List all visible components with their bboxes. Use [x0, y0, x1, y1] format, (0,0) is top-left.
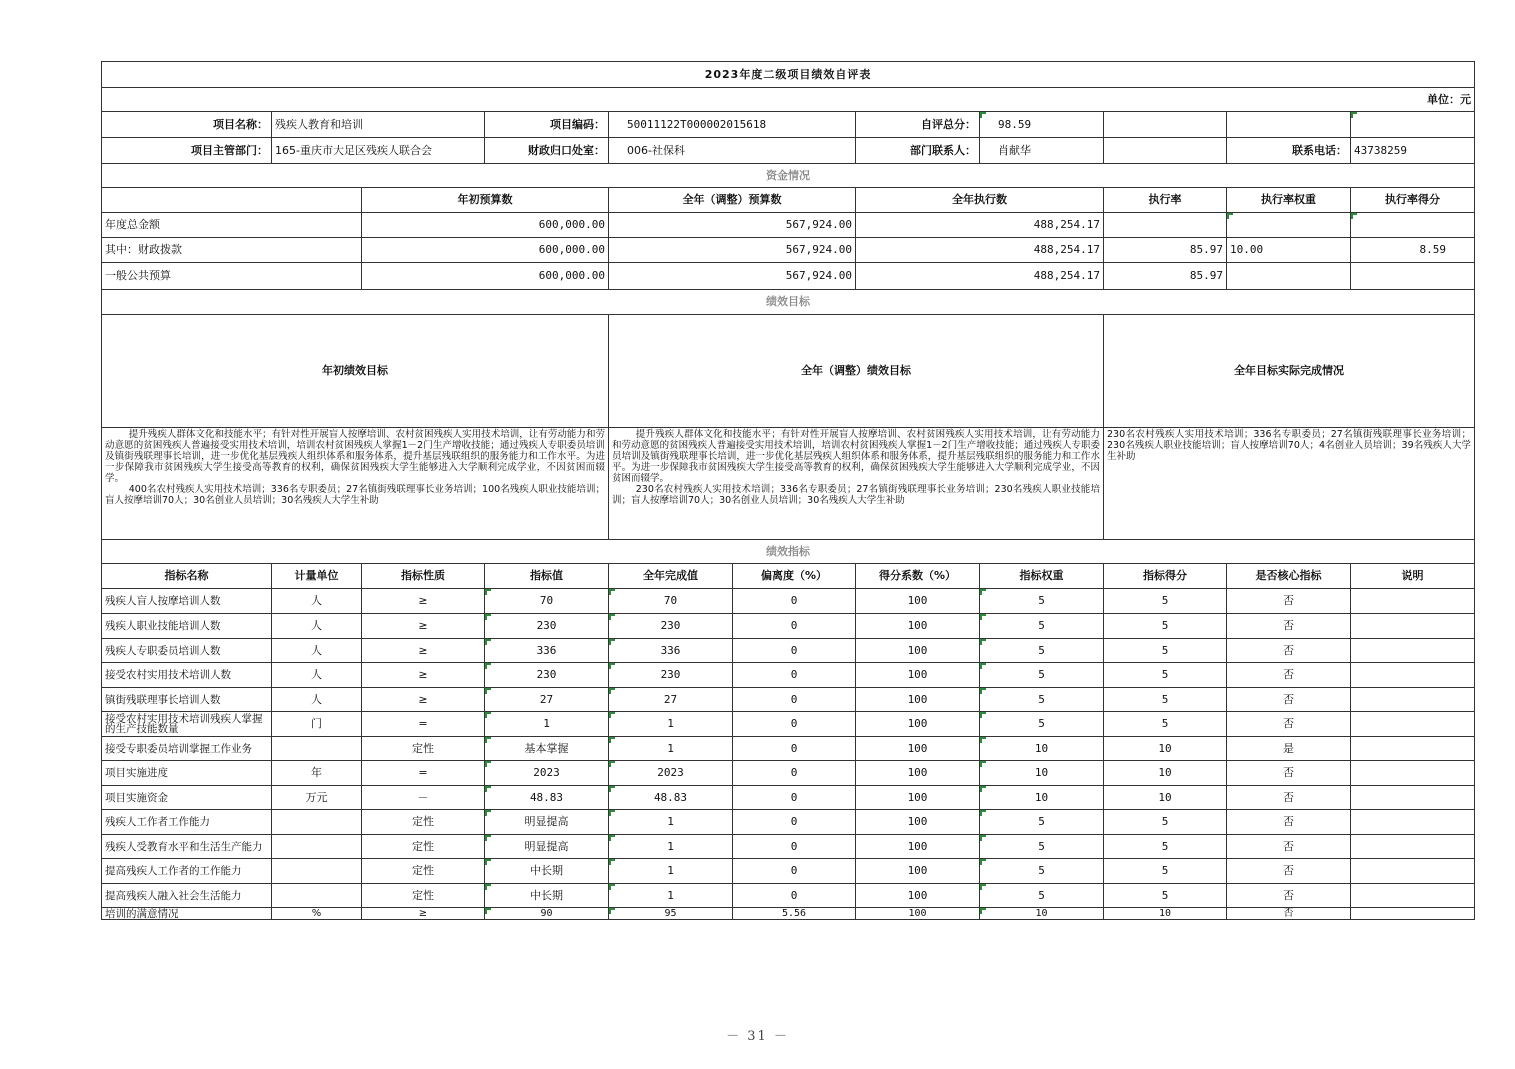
indicator-nature: ≥: [362, 639, 485, 663]
indicator-unit: 人: [272, 589, 362, 614]
indicator-unit: 年: [272, 761, 362, 786]
indicator-target: 基本掌握: [485, 737, 609, 761]
indicator-name: 残疾人职业技能培训人数: [102, 614, 272, 639]
funds-row-name: 年度总金额: [102, 213, 362, 238]
indicator-row: [102, 835, 1475, 859]
indicator-nature: =: [362, 761, 485, 786]
indicator-score: 5: [1104, 835, 1227, 859]
indicator-nature: ≥: [362, 614, 485, 639]
indicator-coefficient: 100: [856, 639, 980, 663]
indicator-note: [1351, 761, 1475, 786]
funds-rate: 85.97: [1104, 263, 1227, 290]
indicator-coefficient: 100: [856, 589, 980, 614]
funds-weight: [1227, 263, 1351, 290]
indicator-unit: 门: [272, 712, 362, 737]
indicator-actual: 1: [609, 712, 733, 737]
project-code: 50011122T000002015618: [609, 112, 856, 138]
indicator-target: 中长期: [485, 859, 609, 884]
indicator-weight: 5: [980, 589, 1104, 614]
indicator-target: 230: [485, 614, 609, 639]
phone-label: 联系电话：: [1227, 138, 1351, 164]
indicator-target: 2023: [485, 761, 609, 786]
col-rate-score: 执行率得分: [1351, 188, 1475, 213]
indicator-name: 接受农村实用技术培训人数: [102, 663, 272, 688]
phone-number: 43738259: [1351, 138, 1475, 164]
indicator-deviation: 0: [733, 712, 856, 737]
indicator-rows: [102, 589, 1475, 920]
indicator-deviation: 0: [733, 639, 856, 663]
col-adjusted-budget: 全年（调整）预算数: [609, 188, 856, 213]
unit-label: 单位：元: [102, 88, 1475, 112]
indicator-weight: 5: [980, 810, 1104, 835]
indicator-coefficient: 100: [856, 761, 980, 786]
indicator-core: 否: [1227, 859, 1351, 884]
col-executed: 全年执行数: [856, 188, 1104, 213]
indicator-score: 10: [1104, 737, 1227, 761]
col-target: 指标值: [485, 564, 609, 589]
indicator-deviation: 0: [733, 786, 856, 810]
indicator-unit: [272, 859, 362, 884]
funds-score: 8.59: [1351, 238, 1475, 263]
indicator-deviation: 5.56: [733, 908, 856, 920]
indicator-row: [102, 712, 1475, 737]
indicator-target: 230: [485, 663, 609, 688]
indicator-nature: ≥: [362, 663, 485, 688]
indicator-row: [102, 688, 1475, 712]
col-initial-budget: 年初预算数: [362, 188, 609, 213]
indicator-score: 5: [1104, 859, 1227, 884]
indicator-deviation: 0: [733, 884, 856, 908]
indicator-core: 否: [1227, 712, 1351, 737]
indicator-name: 接受农村实用技术培训残疾人掌握的生产技能数量: [102, 712, 272, 737]
indicator-row: [102, 884, 1475, 908]
indicator-coefficient: 100: [856, 810, 980, 835]
funds-adjusted: 567,924.00: [609, 238, 856, 263]
indicator-name: 项目实施进度: [102, 761, 272, 786]
indicator-nature: ≥: [362, 589, 485, 614]
indicator-unit: 人: [272, 639, 362, 663]
indicator-nature: =: [362, 712, 485, 737]
evaluation-sheet: [101, 61, 1474, 920]
indicator-weight: 10: [980, 737, 1104, 761]
indicator-coefficient: 100: [856, 786, 980, 810]
indicator-deviation: 0: [733, 688, 856, 712]
indicator-actual: 1: [609, 884, 733, 908]
goals-section-title: 绩效目标: [102, 290, 1475, 315]
indicator-score: 5: [1104, 688, 1227, 712]
indicator-actual: 70: [609, 589, 733, 614]
indicator-deviation: 0: [733, 835, 856, 859]
indicator-deviation: 0: [733, 589, 856, 614]
indicator-target: 1: [485, 712, 609, 737]
indicator-name: 提高残疾人工作者的工作能力: [102, 859, 272, 884]
indicator-core: 否: [1227, 835, 1351, 859]
indicator-core: 否: [1227, 589, 1351, 614]
empty-cell: [1227, 112, 1351, 138]
indicator-nature: 定性: [362, 835, 485, 859]
indicator-score: 5: [1104, 712, 1227, 737]
indicator-name: 项目实施资金: [102, 786, 272, 810]
indicator-coefficient: 100: [856, 712, 980, 737]
indicator-score: 5: [1104, 614, 1227, 639]
col-unit: 计量单位: [272, 564, 362, 589]
dept-name: 165-重庆市大足区残疾人联合会: [272, 138, 485, 164]
indicator-name: 残疾人工作者工作能力: [102, 810, 272, 835]
indicator-weight: 5: [980, 663, 1104, 688]
funds-row: [102, 263, 1475, 290]
empty-cell: [1104, 138, 1227, 164]
col-exec-rate: 执行率: [1104, 188, 1227, 213]
indicator-weight: 5: [980, 884, 1104, 908]
initial-goal-text: [102, 428, 609, 540]
indicator-score: 5: [1104, 589, 1227, 614]
indicator-name: 残疾人专职委员培训人数: [102, 639, 272, 663]
indicator-note: [1351, 639, 1475, 663]
indicator-weight: 5: [980, 859, 1104, 884]
indicator-core: 否: [1227, 639, 1351, 663]
initial-goal-p2: 400名农村残疾人实用技术培训；336名专职委员；27名镇街残联理事长业务培训；100名残疾人职业技能培训；盲人按摩培训70人；30名创业人员培训；30名残疾人大学生补助: [105, 484, 605, 506]
indicator-weight: 5: [980, 639, 1104, 663]
indicator-name: 提高残疾人融入社会生活能力: [102, 884, 272, 908]
funds-executed: 488,254.17: [856, 213, 1104, 238]
indicator-target: 明显提高: [485, 835, 609, 859]
indicator-row: [102, 639, 1475, 663]
page-title: 2023年度二级项目绩效自评表: [102, 62, 1475, 88]
indicator-target: 明显提高: [485, 810, 609, 835]
col-weight: 指标权重: [980, 564, 1104, 589]
funds-rate: [1104, 213, 1227, 238]
project-name-label: 项目名称：: [102, 112, 272, 138]
indicator-row: [102, 737, 1475, 761]
indicator-row: [102, 859, 1475, 884]
indicator-deviation: 0: [733, 737, 856, 761]
indicator-target: 48.83: [485, 786, 609, 810]
indicator-coefficient: 100: [856, 908, 980, 920]
indicator-unit: 人: [272, 614, 362, 639]
funds-adjusted: 567,924.00: [609, 213, 856, 238]
indicator-coefficient: 100: [856, 835, 980, 859]
indicator-unit: [272, 884, 362, 908]
indicator-target: 中长期: [485, 884, 609, 908]
indicator-nature: ≥: [362, 688, 485, 712]
indicator-core: 否: [1227, 688, 1351, 712]
funds-initial: 600,000.00: [362, 263, 609, 290]
indicator-core: 否: [1227, 614, 1351, 639]
indicator-nature: －: [362, 786, 485, 810]
indicator-row: [102, 786, 1475, 810]
indicator-core: 否: [1227, 884, 1351, 908]
indicator-note: [1351, 712, 1475, 737]
indicator-note: [1351, 884, 1475, 908]
indicator-deviation: 0: [733, 761, 856, 786]
indicator-name: 镇街残联理事长培训人数: [102, 688, 272, 712]
indicator-unit: [272, 810, 362, 835]
indicator-actual: 1: [609, 859, 733, 884]
col-indicator-name: 指标名称: [102, 564, 272, 589]
indicators-section-title: 绩效指标: [102, 540, 1475, 564]
project-code-label: 项目编码：: [485, 112, 609, 138]
finance-office-label: 财政归口处室：: [485, 138, 609, 164]
indicator-core: 否: [1227, 786, 1351, 810]
indicator-coefficient: 100: [856, 663, 980, 688]
indicator-coefficient: 100: [856, 859, 980, 884]
indicator-unit: [272, 737, 362, 761]
indicator-unit: 人: [272, 688, 362, 712]
indicator-note: [1351, 688, 1475, 712]
indicator-note: [1351, 786, 1475, 810]
indicator-note: [1351, 908, 1475, 920]
indicator-actual: 1: [609, 810, 733, 835]
funds-initial: 600,000.00: [362, 238, 609, 263]
indicator-row: [102, 663, 1475, 688]
indicator-score: 10: [1104, 908, 1227, 920]
indicator-coefficient: 100: [856, 688, 980, 712]
indicator-row: [102, 810, 1475, 835]
indicator-nature: 定性: [362, 884, 485, 908]
funds-row: [102, 213, 1475, 238]
indicator-actual: 1: [609, 835, 733, 859]
indicator-name: 培训的满意情况: [102, 908, 272, 920]
col-rate-weight: 执行率权重: [1227, 188, 1351, 213]
indicator-note: [1351, 737, 1475, 761]
indicator-unit: [272, 835, 362, 859]
funds-score: [1351, 213, 1475, 238]
indicator-nature: ≥: [362, 908, 485, 920]
funds-weight: [1227, 213, 1351, 238]
indicator-core: 否: [1227, 663, 1351, 688]
initial-goal-p1: 提升残疾人群体文化和技能水平；有针对性开展盲人按摩培训、农村贫困残疾人实用技术培训，让有劳动能力和劳动意愿的贫困残疾人普遍接受实用技术培训，培训农村贫困残疾人掌握1－2门生产增收技能；通过残疾人专职委员培训及镇街残联理事长培训，进一步优化基层残疾人组织体系和服务体系，提升基层残联组织的服务能力和工作水平。为进一步保障我市贫困残疾大学生接受高等教育的权利，确保贫困残疾大学生能够进入大学顺利完成学业，不因贫困而辍学。: [105, 429, 605, 484]
indicator-coefficient: 100: [856, 884, 980, 908]
indicator-note: [1351, 810, 1475, 835]
indicator-name: 残疾人盲人按摩培训人数: [102, 589, 272, 614]
funds-weight: 10.00: [1227, 238, 1351, 263]
contact-label: 部门联系人：: [856, 138, 980, 164]
indicator-score: 10: [1104, 761, 1227, 786]
funds-row: [102, 238, 1475, 263]
funds-rate: 85.97: [1104, 238, 1227, 263]
funds-executed: 488,254.17: [856, 263, 1104, 290]
col-core: 是否核心指标: [1227, 564, 1351, 589]
indicator-deviation: 0: [733, 859, 856, 884]
indicator-target: 336: [485, 639, 609, 663]
indicator-name: 接受专职委员培训掌握工作业务: [102, 737, 272, 761]
funds-row-name: 其中：财政拨款: [102, 238, 362, 263]
indicator-deviation: 0: [733, 614, 856, 639]
indicator-actual: 336: [609, 639, 733, 663]
indicator-weight: 10: [980, 786, 1104, 810]
page-number: － 31 －: [726, 1029, 789, 1044]
self-score-label: 自评总分：: [856, 112, 980, 138]
col-actual-completion: 全年目标实际完成情况: [1104, 315, 1475, 428]
dept-label: 项目主管部门：: [102, 138, 272, 164]
indicator-score: 5: [1104, 884, 1227, 908]
indicator-row: [102, 908, 1475, 920]
indicator-core: 是: [1227, 737, 1351, 761]
indicator-actual: 1: [609, 737, 733, 761]
col-initial-goal: 年初绩效目标: [102, 315, 609, 428]
col-nature: 指标性质: [362, 564, 485, 589]
indicator-target: 27: [485, 688, 609, 712]
indicator-actual: 230: [609, 663, 733, 688]
indicator-weight: 5: [980, 688, 1104, 712]
indicator-row: [102, 614, 1475, 639]
col-adjusted-goal: 全年（调整）绩效目标: [609, 315, 1104, 428]
indicator-core: 否: [1227, 810, 1351, 835]
empty-cell: [1104, 112, 1227, 138]
adjusted-goal-text: [609, 428, 1104, 540]
indicator-actual: 2023: [609, 761, 733, 786]
indicator-name: 残疾人受教育水平和生活生产能力: [102, 835, 272, 859]
indicator-note: [1351, 614, 1475, 639]
indicator-unit: 万元: [272, 786, 362, 810]
indicator-weight: 10: [980, 761, 1104, 786]
project-name: 残疾人教育和培训: [272, 112, 485, 138]
indicator-row: [102, 761, 1475, 786]
indicator-nature: 定性: [362, 859, 485, 884]
self-score: 98.59: [980, 112, 1104, 138]
empty-cell: [1351, 112, 1475, 138]
adjusted-goal-p2: 230名农村残疾人实用技术培训；336名专职委员；27名镇街残联理事长业务培训；230名残疾人职业技能培训；盲人按摩培训70人；30名创业人员培训；30名残疾人大学生补助: [612, 484, 1100, 506]
indicator-deviation: 0: [733, 663, 856, 688]
indicator-deviation: 0: [733, 810, 856, 835]
indicator-target: 90: [485, 908, 609, 920]
col-actual: 全年完成值: [609, 564, 733, 589]
indicator-note: [1351, 835, 1475, 859]
finance-office: 006-社保科: [609, 138, 856, 164]
indicator-unit: 人: [272, 663, 362, 688]
col-score: 指标得分: [1104, 564, 1227, 589]
indicator-note: [1351, 859, 1475, 884]
indicator-target: 70: [485, 589, 609, 614]
indicator-actual: 230: [609, 614, 733, 639]
indicator-row: [102, 589, 1475, 614]
indicator-nature: 定性: [362, 737, 485, 761]
indicator-weight: 5: [980, 835, 1104, 859]
indicator-core: 否: [1227, 761, 1351, 786]
empty-cell: [102, 188, 362, 213]
funds-executed: 488,254.17: [856, 238, 1104, 263]
indicator-score: 10: [1104, 786, 1227, 810]
contact-person: 肖献华: [980, 138, 1104, 164]
funds-initial: 600,000.00: [362, 213, 609, 238]
indicator-note: [1351, 663, 1475, 688]
indicator-weight: 5: [980, 614, 1104, 639]
indicator-unit: %: [272, 908, 362, 920]
col-note: 说明: [1351, 564, 1475, 589]
adjusted-goal-p1: 提升残疾人群体文化和技能水平；有针对性开展盲人按摩培训、农村贫困残疾人实用技术培训，让有劳动能力和劳动意愿的贫困残疾人普遍接受实用技术培训，培训农村贫困残疾人掌握1－2门生产增收技能；通过残疾人专职委员培训及镇街残联理事长培训，进一步优化基层残疾人组织体系和服务体系，提升基层残联组织的服务能力和工作水平。为进一步保障我市贫困残疾大学生接受高等教育的权利，确保贫困残疾大学生能够进入大学顺利完成学业，不因贫困而辍学。: [612, 429, 1100, 484]
indicator-weight: 5: [980, 712, 1104, 737]
funds-row-name: 一般公共预算: [102, 263, 362, 290]
indicator-note: [1351, 589, 1475, 614]
indicator-coefficient: 100: [856, 737, 980, 761]
indicator-score: 5: [1104, 639, 1227, 663]
evaluation-table: [101, 61, 1475, 920]
funds-score: [1351, 263, 1475, 290]
indicator-weight: 10: [980, 908, 1104, 920]
indicator-coefficient: 100: [856, 614, 980, 639]
indicator-score: 5: [1104, 663, 1227, 688]
indicator-actual: 48.83: [609, 786, 733, 810]
indicator-actual: 95: [609, 908, 733, 920]
indicator-core: 否: [1227, 908, 1351, 920]
funds-section-title: 资金情况: [102, 164, 1475, 188]
indicator-nature: 定性: [362, 810, 485, 835]
col-deviation: 偏离度（%）: [733, 564, 856, 589]
funds-adjusted: 567,924.00: [609, 263, 856, 290]
actual-completion-text: 230名农村残疾人实用技术培训；336名专职委员；27名镇街残联理事长业务培训；230名残疾人职业技能培训；盲人按摩培训70人；4名创业人员培训；39名残疾人大学生补助: [1104, 428, 1475, 540]
indicator-actual: 27: [609, 688, 733, 712]
indicator-score: 5: [1104, 810, 1227, 835]
col-coefficient: 得分系数（%）: [856, 564, 980, 589]
